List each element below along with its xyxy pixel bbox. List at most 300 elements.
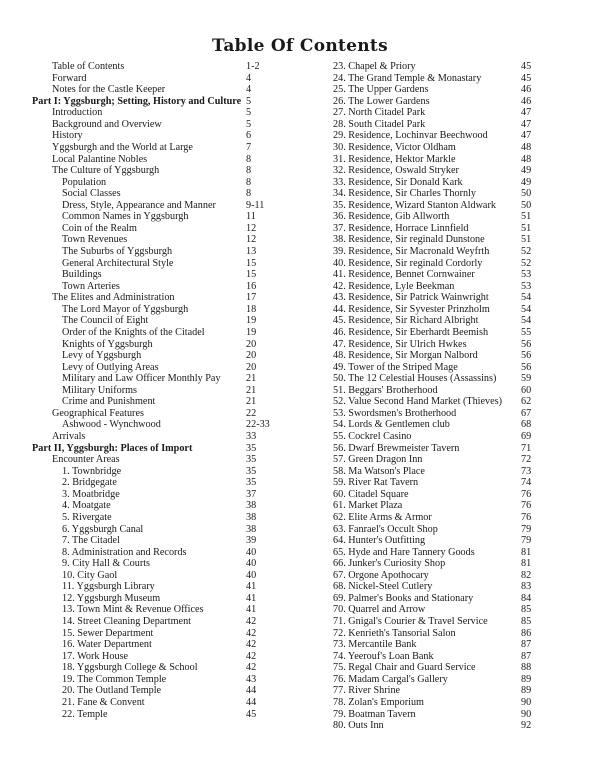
toc-entry bbox=[333, 547, 535, 559]
toc-entry bbox=[333, 466, 535, 478]
toc-entry-title: 44. Residence, Sir Syvester Prinzholm bbox=[333, 303, 490, 315]
toc-entry bbox=[32, 246, 268, 258]
toc-entry bbox=[333, 304, 535, 316]
toc-entry-title: Town Revenues bbox=[62, 234, 128, 246]
toc-entry-title: 33. Residence, Sir Donald Kark bbox=[333, 176, 463, 188]
toc-entry bbox=[333, 234, 535, 246]
toc-entry-title: 3. Moatbridge bbox=[62, 488, 120, 500]
toc-entry-page: 35 bbox=[246, 465, 257, 477]
toc-entry bbox=[333, 535, 535, 547]
toc-entry-page: 90 bbox=[521, 708, 532, 720]
toc-entry-page: 40 bbox=[246, 569, 257, 581]
toc-entry-page: 79 bbox=[521, 535, 532, 547]
toc-entry-page: 8 bbox=[246, 176, 252, 188]
toc-entry-page: 92 bbox=[521, 720, 532, 732]
toc-entry bbox=[333, 315, 535, 327]
toc-entry-title: Part I: Yggsburgh; Setting, History and Culture bbox=[32, 95, 242, 107]
toc-entry-title: 36. Residence, Gib Allworth bbox=[333, 211, 450, 223]
toc-entry bbox=[32, 154, 268, 166]
toc-entry-page: 59 bbox=[521, 373, 532, 385]
toc-entry bbox=[32, 489, 268, 501]
toc-entry-page: 55 bbox=[521, 326, 532, 338]
toc-entry bbox=[333, 96, 535, 108]
toc-entry-title: Buildings bbox=[62, 269, 102, 281]
toc-entry-page: 76 bbox=[521, 500, 532, 512]
toc-entry-page: 38 bbox=[246, 523, 257, 535]
toc-entry-title: 58. Ma Watson's Place bbox=[333, 465, 425, 477]
toc-entry-title: 56. Dwarf Brewmeister Tavern bbox=[333, 442, 460, 454]
toc-entry bbox=[333, 616, 535, 628]
toc-entry bbox=[32, 524, 268, 536]
toc-entry bbox=[32, 651, 268, 663]
toc-entry bbox=[32, 581, 268, 593]
toc-entry-title: Town Arteries bbox=[62, 280, 120, 292]
toc-entry bbox=[32, 107, 268, 119]
toc-entry-page: 56 bbox=[521, 338, 532, 350]
toc-entry bbox=[333, 628, 535, 640]
toc-entry-page: 41 bbox=[246, 592, 257, 604]
toc-entry bbox=[32, 177, 268, 189]
toc-entry bbox=[333, 651, 535, 663]
toc-entry-title: 14. Street Cleaning Department bbox=[62, 616, 192, 627]
toc-entry bbox=[32, 200, 268, 212]
toc-entry-title: 77. River Shrine bbox=[333, 685, 401, 697]
toc-entry-page: 50 bbox=[521, 199, 532, 211]
toc-entry-page: 15 bbox=[246, 257, 257, 269]
toc-entry bbox=[333, 107, 535, 119]
toc-entry-page: 45 bbox=[521, 61, 532, 72]
toc-entry bbox=[333, 639, 535, 651]
toc-entry bbox=[333, 61, 535, 73]
toc-entry-page: 35 bbox=[246, 454, 257, 466]
toc-entry-title: Crime and Punishment bbox=[62, 396, 156, 408]
toc-entry-title: Levy of Yggsburgh bbox=[62, 350, 142, 362]
toc-entry bbox=[333, 165, 535, 177]
toc-entry-title: 31. Residence, Hektor Markle bbox=[333, 153, 456, 165]
toc-entry bbox=[32, 547, 268, 559]
toc-entry-title: Yggsburgh and the World at Large bbox=[52, 141, 193, 153]
toc-entry-title: Order of the Knights of the Citadel bbox=[62, 326, 205, 338]
toc-entry-page: 82 bbox=[521, 569, 532, 581]
toc-entry-title: 40. Residence, Sir reginald Cordorly bbox=[333, 257, 483, 269]
toc-entry-title: The Elites and Administration bbox=[52, 292, 175, 304]
toc-entry-page: 86 bbox=[521, 627, 532, 639]
toc-entry-page: 88 bbox=[521, 662, 532, 674]
toc-entry bbox=[32, 396, 268, 408]
toc-entry bbox=[333, 223, 535, 235]
toc-entry bbox=[333, 258, 535, 270]
toc-entry-page: 15 bbox=[246, 269, 257, 281]
toc-entry-page: 20 bbox=[246, 350, 257, 362]
toc-entry-title: 66. Junker's Curiosity Shop bbox=[333, 558, 446, 570]
toc-entry bbox=[32, 500, 268, 512]
toc-entry-title: Geographical Features bbox=[52, 407, 144, 419]
toc-entry-title: 8. Administration and Records bbox=[62, 546, 187, 558]
toc-entry-title: 79. Boatman Tavern bbox=[333, 708, 416, 720]
toc-entry bbox=[32, 223, 268, 235]
toc-entry bbox=[333, 200, 535, 212]
toc-entry-page: 8 bbox=[246, 165, 252, 177]
toc-entry bbox=[333, 350, 535, 362]
toc-entry bbox=[32, 142, 268, 154]
toc-entry-title: Common Names in Yggsburgh bbox=[62, 211, 189, 223]
toc-entry-title: 18. Yggsburgh College & School bbox=[62, 662, 198, 674]
toc-entry-page: 46 bbox=[521, 84, 532, 96]
toc-entry-page: 45 bbox=[246, 708, 257, 720]
toc-entry-page: 85 bbox=[521, 616, 532, 627]
toc-entry bbox=[32, 697, 268, 709]
toc-entry bbox=[32, 73, 268, 85]
toc-entry-title: 72. Kenrieth's Tansorial Salon bbox=[333, 627, 456, 639]
toc-entry-page: 19 bbox=[246, 315, 257, 327]
toc-entry-title: Military Uniforms bbox=[62, 384, 137, 396]
toc-entry bbox=[333, 246, 535, 258]
toc-entry-title: 45. Residence, Sir Richard Albright bbox=[333, 315, 479, 327]
toc-entry-title: 41. Residence, Bennet Cornwainer bbox=[333, 269, 475, 281]
toc-entry-page: 21 bbox=[246, 384, 257, 396]
toc-entry-title: 80. Outs Inn bbox=[333, 720, 384, 732]
toc-entry bbox=[333, 709, 535, 721]
toc-entry-title: 60. Citadel Square bbox=[333, 488, 409, 500]
toc-entry bbox=[333, 292, 535, 304]
toc-entry-title: 24. The Grand Temple & Monastary bbox=[333, 72, 482, 84]
toc-entry-page: 76 bbox=[521, 488, 532, 500]
toc-entry-page: 42 bbox=[246, 662, 257, 674]
toc-entry bbox=[32, 165, 268, 177]
toc-entry bbox=[333, 593, 535, 605]
toc-entry-title: 71. Gnigal's Courier & Travel Service bbox=[333, 616, 488, 627]
toc-entry-title: 73. Mercantile Bank bbox=[333, 639, 417, 651]
toc-entry-title: 2. Bridgegate bbox=[62, 477, 117, 489]
toc-entry-title: 54. Lords & Gentlemen club bbox=[333, 419, 450, 431]
toc-entry-page: 48 bbox=[521, 153, 532, 165]
toc-entry-page: 47 bbox=[521, 107, 532, 119]
toc-entry-page: 41 bbox=[246, 604, 257, 616]
toc-entry-page: 54 bbox=[521, 303, 532, 315]
toc-entry bbox=[32, 593, 268, 605]
toc-entry-title: 9. City Hall & Courts bbox=[62, 558, 151, 570]
toc-entry-title: 21. Fane & Convent bbox=[62, 696, 145, 708]
toc-entry-page: 72 bbox=[521, 454, 532, 466]
toc-entry-title: General Architectural Style bbox=[62, 257, 174, 269]
toc-entry bbox=[333, 431, 535, 443]
toc-entry-page: 37 bbox=[246, 488, 257, 500]
toc-entry-title: 53. Swordsmen's Brotherhood bbox=[333, 407, 457, 419]
toc-entry bbox=[32, 535, 268, 547]
toc-entry-page: 54 bbox=[521, 292, 532, 304]
toc-entry-page: 41 bbox=[246, 581, 257, 593]
toc-entry-title: 35. Residence, Wizard Stanton Aldwark bbox=[333, 199, 496, 211]
toc-entry-page: 13 bbox=[246, 246, 257, 257]
toc-entry-page: 4 bbox=[246, 84, 252, 96]
toc-entry-page: 44 bbox=[246, 685, 257, 697]
toc-entry-page: 76 bbox=[521, 511, 532, 523]
toc-entry-title: 78. Zolan's Emporium bbox=[333, 696, 424, 708]
toc-entry-page: 89 bbox=[521, 673, 532, 685]
toc-entry-page: 21 bbox=[246, 396, 257, 408]
toc-entry bbox=[333, 454, 535, 466]
toc-entry-page: 39 bbox=[246, 535, 257, 547]
toc-entry bbox=[333, 211, 535, 223]
toc-entry-page: 20 bbox=[246, 361, 257, 373]
toc-entry-title: 52. Value Second Hand Market (Thieves) bbox=[333, 396, 502, 408]
toc-entry-title: 39. Residence, Sir Macronald Weyfrth bbox=[333, 246, 490, 257]
toc-entry-title: 11. Yggsburgh Library bbox=[62, 581, 155, 593]
toc-entry bbox=[32, 234, 268, 246]
toc-entry bbox=[32, 604, 268, 616]
toc-entry-title: 69. Palmer's Books and Stationary bbox=[333, 592, 474, 604]
toc-entry-title: 1. Townbridge bbox=[62, 465, 122, 477]
toc-entry-title: The Council of Eight bbox=[62, 315, 149, 327]
toc-entry-page: 8 bbox=[246, 153, 252, 165]
toc-entry-page: 79 bbox=[521, 523, 532, 535]
toc-entry bbox=[32, 281, 268, 293]
toc-entry bbox=[333, 477, 535, 489]
toc-entry-title: Notes for the Castle Keeper bbox=[52, 84, 166, 96]
toc-entry-title: The Culture of Yggsburgh bbox=[52, 165, 160, 177]
toc-entry-title: 64. Hunter's Outfitting bbox=[333, 535, 426, 547]
toc-entry-title: Population bbox=[62, 176, 107, 188]
toc-entry bbox=[32, 558, 268, 570]
toc-entry-title: 42. Residence, Lyle Beekman bbox=[333, 280, 455, 292]
toc-entry bbox=[333, 154, 535, 166]
toc-entry-title: 32. Residence, Oswald Stryker bbox=[333, 165, 459, 177]
toc-entry-title: 17. Work House bbox=[62, 650, 129, 662]
toc-entry-page: 21 bbox=[246, 373, 257, 385]
toc-entry-page: 90 bbox=[521, 696, 532, 708]
toc-entry-title: Local Palantine Nobles bbox=[52, 153, 148, 165]
toc-entry bbox=[333, 362, 535, 374]
toc-entry-title: The Suburbs of Yggsburgh bbox=[62, 246, 173, 257]
toc-entry-page: 16 bbox=[246, 280, 257, 292]
toc-entry bbox=[333, 443, 535, 455]
toc-entry-page: 38 bbox=[246, 500, 257, 512]
toc-entry-title: 55. Cockrel Casino bbox=[333, 431, 412, 442]
toc-entry-page: 49 bbox=[521, 176, 532, 188]
toc-entry-page: 71 bbox=[521, 442, 532, 454]
toc-entry-page: 87 bbox=[521, 650, 532, 662]
toc-entry bbox=[32, 119, 268, 131]
toc-entry-page: 22 bbox=[246, 407, 257, 419]
toc-entry bbox=[32, 674, 268, 686]
toc-entry-page: 73 bbox=[521, 465, 532, 477]
toc-entry-page: 51 bbox=[521, 222, 532, 234]
toc-entry-title: 67. Orgone Apothocary bbox=[333, 569, 429, 581]
toc-entry-page: 62 bbox=[521, 396, 532, 408]
toc-entry-title: 4. Moatgate bbox=[62, 500, 111, 512]
toc-entry-page: 12 bbox=[246, 234, 257, 246]
toc-entry bbox=[32, 211, 268, 223]
toc-entry bbox=[32, 61, 268, 73]
toc-entry bbox=[32, 419, 268, 431]
toc-entry-title: 34. Residence, Sir Charles Thornly bbox=[333, 188, 476, 200]
toc-entry bbox=[333, 419, 535, 431]
toc-entry bbox=[32, 315, 268, 327]
toc-left-column bbox=[32, 61, 268, 720]
toc-entry bbox=[32, 454, 268, 466]
toc-entry bbox=[32, 662, 268, 674]
toc-entry-page: 8 bbox=[246, 188, 252, 200]
toc-entry-title: 7. The Citadel bbox=[62, 535, 120, 547]
toc-entry bbox=[333, 524, 535, 536]
toc-entry-page: 85 bbox=[521, 604, 532, 616]
toc-entry-page: 56 bbox=[521, 361, 532, 373]
toc-entry bbox=[333, 500, 535, 512]
toc-entry bbox=[333, 130, 535, 142]
toc-entry bbox=[333, 512, 535, 524]
toc-entry-title: 68. Nickel-Steel Cutlery bbox=[333, 581, 433, 593]
toc-entry bbox=[32, 84, 268, 96]
toc-entry-title: Levy of Outlying Areas bbox=[62, 361, 159, 373]
toc-entry-title: 23. Chapel & Priory bbox=[333, 61, 416, 72]
toc-entry-page: 42 bbox=[246, 627, 257, 639]
toc-entry-title: 50. The 12 Celestial Houses (Assassins) bbox=[333, 373, 497, 385]
toc-entry-page: 9-11 bbox=[246, 199, 265, 211]
toc-entry bbox=[333, 269, 535, 281]
toc-entry-title: 16. Water Department bbox=[62, 639, 152, 651]
toc-entry-title: Knights of Yggsburgh bbox=[62, 338, 153, 350]
toc-entry-page: 53 bbox=[521, 280, 532, 292]
toc-entry-page: 89 bbox=[521, 685, 532, 697]
toc-entry-page: 20 bbox=[246, 338, 257, 350]
toc-entry bbox=[333, 142, 535, 154]
toc-entry-page: 12 bbox=[246, 222, 257, 234]
toc-entry-page: 60 bbox=[521, 384, 532, 396]
toc-entry bbox=[333, 558, 535, 570]
toc-entry-page: 49 bbox=[521, 165, 532, 177]
toc-entry-title: 46. Residence, Sir Eberhardt Beemish bbox=[333, 326, 489, 338]
toc-entry bbox=[333, 408, 535, 420]
toc-entry bbox=[333, 373, 535, 385]
toc-entry-page: 45 bbox=[521, 72, 532, 84]
toc-entry-page: 74 bbox=[521, 477, 532, 489]
toc-entry bbox=[32, 339, 268, 351]
toc-entry bbox=[32, 639, 268, 651]
toc-entry-title: 63. Fanrael's Occult Shop bbox=[333, 523, 438, 535]
toc-entry-title: 6. Yggsburgh Canal bbox=[62, 523, 144, 535]
toc-entry bbox=[32, 96, 268, 108]
toc-entry-page: 5 bbox=[246, 107, 252, 119]
toc-entry-page: 5 bbox=[246, 95, 252, 107]
toc-entry-title: 15. Sewer Department bbox=[62, 627, 154, 639]
toc-entry bbox=[333, 119, 535, 131]
toc-entry-title: Table of Contents bbox=[52, 61, 125, 72]
toc-entry bbox=[333, 685, 535, 697]
toc-entry-title: 57. Green Dragon Inn bbox=[333, 454, 423, 466]
toc-entry-page: 68 bbox=[521, 419, 532, 431]
toc-entry-title: 26. The Lower Gardens bbox=[333, 95, 430, 107]
toc-entry-page: 6 bbox=[246, 130, 252, 142]
toc-entry-title: 22. Temple bbox=[62, 708, 108, 720]
toc-entry bbox=[32, 466, 268, 478]
toc-entry-page: 47 bbox=[521, 118, 532, 130]
toc-entry-page: 7 bbox=[246, 141, 252, 153]
toc-entry-title: Part II, Yggsburgh: Places of Import bbox=[32, 442, 193, 454]
toc-entry-title: 29. Residence, Lochinvar Beechwood bbox=[333, 130, 488, 142]
toc-entry bbox=[32, 327, 268, 339]
toc-entry-page: 87 bbox=[521, 639, 532, 651]
toc-right-column bbox=[333, 61, 535, 732]
toc-entry-title: Background and Overview bbox=[52, 118, 162, 130]
toc-entry bbox=[32, 512, 268, 524]
toc-entry-title: 65. Hyde and Hare Tannery Goods bbox=[333, 546, 475, 558]
toc-entry bbox=[333, 327, 535, 339]
toc-entry-page: 35 bbox=[246, 477, 257, 489]
toc-entry-page: 69 bbox=[521, 431, 532, 442]
toc-entry bbox=[32, 616, 268, 628]
toc-entry bbox=[32, 431, 268, 443]
toc-entry bbox=[32, 350, 268, 362]
toc-entry-page: 11 bbox=[246, 211, 256, 223]
toc-entry-title: 27. North Citadel Park bbox=[333, 107, 426, 119]
toc-entry-title: 38. Residence, Sir reginald Dunstone bbox=[333, 234, 485, 246]
toc-entry-page: 19 bbox=[246, 326, 257, 338]
toc-entry bbox=[333, 188, 535, 200]
toc-entry-title: 37. Residence, Horrace Linnfield bbox=[333, 222, 469, 234]
toc-entry-page: 4 bbox=[246, 72, 252, 84]
toc-entry-page: 81 bbox=[521, 558, 532, 570]
toc-entry-title: 13. Town Mint & Revenue Offices bbox=[62, 604, 204, 616]
toc-entry-page: 40 bbox=[246, 558, 257, 570]
toc-entry-title: 51. Beggars' Brotherhood bbox=[333, 384, 438, 396]
toc-entry bbox=[333, 84, 535, 96]
toc-entry-page: 17 bbox=[246, 292, 257, 304]
toc-entry bbox=[32, 477, 268, 489]
toc-entry-title: 48. Residence, Sir Morgan Nalbord bbox=[333, 350, 478, 362]
toc-entry-title: 5. Rivergate bbox=[62, 511, 112, 523]
toc-entry bbox=[333, 581, 535, 593]
toc-entry-page: 48 bbox=[521, 141, 532, 153]
toc-entry bbox=[333, 385, 535, 397]
toc-entry-page: 42 bbox=[246, 650, 257, 662]
toc-entry bbox=[333, 396, 535, 408]
toc-entry-page: 83 bbox=[521, 581, 532, 593]
toc-entry-title: Arrivals bbox=[52, 431, 86, 442]
toc-entry-page: 38 bbox=[246, 511, 257, 523]
toc-entry bbox=[333, 281, 535, 293]
toc-entry-page: 44 bbox=[246, 696, 257, 708]
toc-entry-title: 30. Residence, Victor Oldham bbox=[333, 141, 456, 153]
toc-entry bbox=[333, 662, 535, 674]
toc-entry bbox=[32, 269, 268, 281]
toc-entry-title: 43. Residence, Sir Patrick Wainwright bbox=[333, 292, 489, 304]
toc-entry bbox=[333, 73, 535, 85]
toc-entry-page: 51 bbox=[521, 211, 532, 223]
toc-entry-title: 10. City Gaol bbox=[62, 569, 118, 581]
toc-entry-title: Ashwood - Wynchwood bbox=[62, 419, 161, 431]
toc-entry-page: 5 bbox=[246, 118, 252, 130]
toc-entry-title: 49. Tower of the Striped Mage bbox=[333, 361, 458, 373]
toc-entry-title: 47. Residence, Sir Ulrich Hwkes bbox=[333, 338, 467, 350]
toc-entry bbox=[32, 709, 268, 721]
toc-entry bbox=[32, 408, 268, 420]
toc-entry bbox=[333, 570, 535, 582]
toc-entry-title: 19. The Common Temple bbox=[62, 673, 167, 685]
toc-entry-page: 33 bbox=[246, 431, 257, 442]
toc-entry bbox=[333, 697, 535, 709]
toc-entry bbox=[32, 628, 268, 640]
toc-entry-title: 25. The Upper Gardens bbox=[333, 84, 429, 96]
toc-entry-page: 50 bbox=[521, 188, 532, 200]
toc-entry-page: 40 bbox=[246, 546, 257, 558]
page-title: Table Of Contents bbox=[212, 36, 388, 56]
toc-entry-page: 81 bbox=[521, 546, 532, 558]
toc-entry-page: 56 bbox=[521, 350, 532, 362]
toc-entry-title: Dress, Style, Appearance and Manner bbox=[62, 199, 216, 211]
toc-entry-title: Military and Law Officer Monthly Pay bbox=[62, 373, 221, 385]
toc-entry-title: 76. Madam Cargal's Gallery bbox=[333, 673, 448, 685]
toc-entry bbox=[32, 570, 268, 582]
